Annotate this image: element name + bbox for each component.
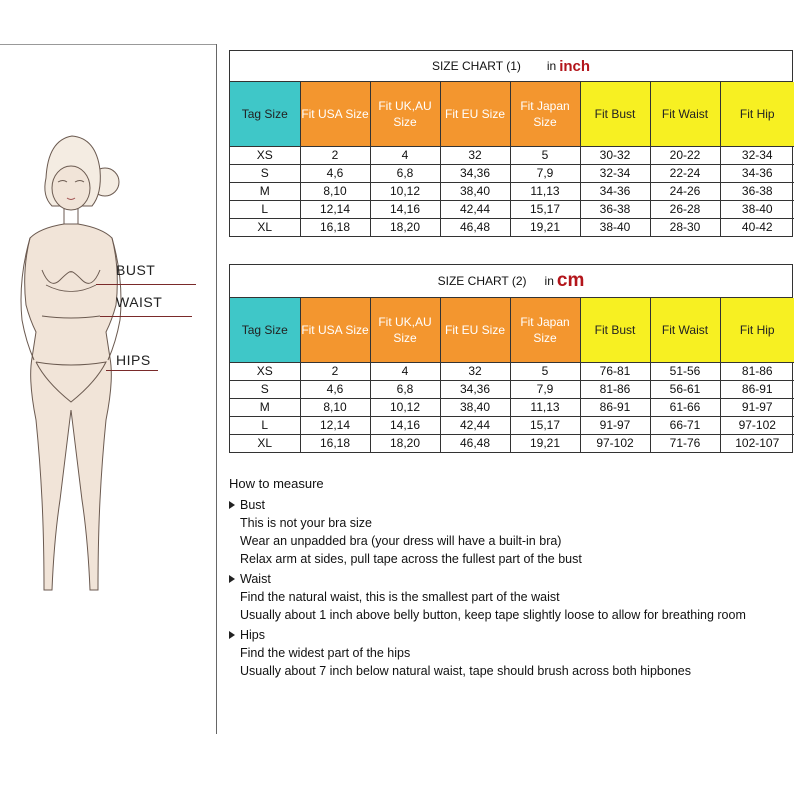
table-cell: 51-56 — [650, 362, 720, 380]
table-cell: 18,20 — [370, 218, 440, 236]
header-uk-au: Fit UK,AU Size — [370, 82, 440, 146]
hips-label: HIPS — [116, 352, 151, 368]
table-cell: 46,48 — [440, 218, 510, 236]
table-cell: 14,16 — [370, 200, 440, 218]
table-cell: 97-102 — [580, 434, 650, 452]
header-hip: Fit Hip — [720, 298, 794, 362]
header-bust: Fit Bust — [580, 298, 650, 362]
table-cell: 5 — [510, 146, 580, 164]
section-title: Bust — [240, 498, 266, 512]
table-cell: 11,13 — [510, 182, 580, 200]
table-cell: 4 — [370, 146, 440, 164]
triangle-bullet-icon — [229, 501, 235, 509]
table-cell: 34,36 — [440, 380, 510, 398]
table-cell: 18,20 — [370, 434, 440, 452]
table-cell: 10,12 — [370, 398, 440, 416]
table-cell: 61-66 — [650, 398, 720, 416]
header-row — [230, 82, 794, 146]
table-cell: 36-38 — [720, 182, 794, 200]
header-eu: Fit EU Size — [440, 298, 510, 362]
table-cell: 71-76 — [650, 434, 720, 452]
section-title: Waist — [240, 572, 271, 586]
table-row — [230, 398, 794, 416]
measure-line: This is not your bra size — [240, 516, 372, 530]
measure-line: Relax arm at sides, pull tape across the fullest part of the bust — [240, 552, 582, 566]
section-title-row — [229, 628, 800, 642]
table-row — [230, 146, 794, 164]
bust-line — [96, 284, 196, 285]
table-cell: 81-86 — [580, 380, 650, 398]
table-cell: 34,36 — [440, 164, 510, 182]
table-cell: S — [230, 380, 300, 398]
header-hip: Fit Hip — [720, 82, 794, 146]
table-row — [230, 362, 794, 380]
top-rule — [0, 44, 216, 45]
table-row — [230, 434, 794, 452]
triangle-bullet-icon — [229, 575, 235, 583]
table-cell: 20-22 — [650, 146, 720, 164]
size-table — [230, 82, 794, 236]
header-japan: Fit Japan Size — [510, 82, 580, 146]
table-row — [230, 380, 794, 398]
table-cell: 19,21 — [510, 434, 580, 452]
measure-section-bust — [229, 498, 800, 566]
unit-label: inch — [559, 57, 591, 75]
table-cell: 4 — [370, 362, 440, 380]
waist-line — [100, 316, 192, 317]
size-chart-inch — [229, 50, 793, 237]
table-cell: 12,14 — [300, 200, 370, 218]
table-cell: 56-61 — [650, 380, 720, 398]
table-cell: M — [230, 398, 300, 416]
table-row — [230, 182, 794, 200]
table-cell: 32-34 — [720, 146, 794, 164]
table-cell: 97-102 — [720, 416, 794, 434]
table-cell: 38-40 — [580, 218, 650, 236]
table-cell: 14,16 — [370, 416, 440, 434]
table-cell: 24-26 — [650, 182, 720, 200]
header-row — [230, 298, 794, 362]
table-cell: 2 — [300, 146, 370, 164]
table-cell: 86-91 — [720, 380, 794, 398]
table-cell: 28-30 — [650, 218, 720, 236]
table-cell: XS — [230, 146, 300, 164]
table-cell: 15,17 — [510, 200, 580, 218]
header-uk-au: Fit UK,AU Size — [370, 298, 440, 362]
table-cell: 11,13 — [510, 398, 580, 416]
bust-label: BUST — [116, 262, 156, 278]
table-cell: 91-97 — [580, 416, 650, 434]
header-bust: Fit Bust — [580, 82, 650, 146]
header-usa: Fit USA Size — [300, 298, 370, 362]
table-cell: XL — [230, 434, 300, 452]
header-eu: Fit EU Size — [440, 82, 510, 146]
table-cell: L — [230, 200, 300, 218]
header-waist: Fit Waist — [650, 82, 720, 146]
table-cell: 32 — [440, 362, 510, 380]
measure-section-hips — [229, 628, 800, 678]
waist-label: WAIST — [116, 294, 163, 310]
table-cell: 42,44 — [440, 200, 510, 218]
table-cell: S — [230, 164, 300, 182]
table-cell: 66-71 — [650, 416, 720, 434]
table-cell: 40-42 — [720, 218, 794, 236]
measure-heading: How to measure — [229, 476, 324, 491]
table-cell: XL — [230, 218, 300, 236]
hips-line — [106, 370, 158, 371]
table-cell: 81-86 — [720, 362, 794, 380]
table-row — [230, 218, 794, 236]
table-cell: 12,14 — [300, 416, 370, 434]
table-row — [230, 416, 794, 434]
size-chart-cm — [229, 264, 793, 453]
measure-section-waist — [229, 572, 800, 622]
table-cell: 10,12 — [370, 182, 440, 200]
header-waist: Fit Waist — [650, 298, 720, 362]
table-cell: 7,9 — [510, 164, 580, 182]
header-japan: Fit Japan Size — [510, 298, 580, 362]
table-cell: 8,10 — [300, 182, 370, 200]
header-tag-size: Tag Size — [230, 298, 300, 362]
table-cell: 32-34 — [580, 164, 650, 182]
measure-line: Wear an unpadded bra (your dress will have a built-in bra) — [240, 534, 562, 548]
table-cell: 19,21 — [510, 218, 580, 236]
section-title-row — [229, 498, 800, 512]
table-cell: 16,18 — [300, 218, 370, 236]
header-usa: Fit USA Size — [300, 82, 370, 146]
measure-line: Find the natural waist, this is the smallest part of the waist — [240, 590, 560, 604]
table-cell: XS — [230, 362, 300, 380]
table-cell: 8,10 — [300, 398, 370, 416]
table-cell: M — [230, 182, 300, 200]
measure-line: Usually about 7 inch below natural waist, tape should brush across both hipbones — [240, 664, 691, 678]
triangle-bullet-icon — [229, 631, 235, 639]
table-cell: 46,48 — [440, 434, 510, 452]
chart-title-text: SIZE CHART (1) — [431, 59, 521, 73]
chart-title — [230, 265, 792, 298]
table-cell: 76-81 — [580, 362, 650, 380]
table-cell: 38,40 — [440, 182, 510, 200]
section-title-row — [229, 572, 800, 586]
table-cell: 7,9 — [510, 380, 580, 398]
chart-title — [230, 51, 792, 82]
table-cell: 32 — [440, 146, 510, 164]
unit-prefix: in — [544, 274, 554, 288]
table-cell: 102-107 — [720, 434, 794, 452]
table-cell: 16,18 — [300, 434, 370, 452]
table-cell: 38,40 — [440, 398, 510, 416]
table-cell: 4,6 — [300, 164, 370, 182]
table-row — [230, 200, 794, 218]
table-cell: 6,8 — [370, 164, 440, 182]
table-cell: 2 — [300, 362, 370, 380]
table-cell: 34-36 — [580, 182, 650, 200]
table-row — [230, 164, 794, 182]
chart-title-text: SIZE CHART (2) — [437, 274, 527, 288]
table-cell: L — [230, 416, 300, 434]
header-tag-size: Tag Size — [230, 82, 300, 146]
table-cell: 22-24 — [650, 164, 720, 182]
unit-label: cm — [556, 270, 585, 291]
table-cell: 15,17 — [510, 416, 580, 434]
table-cell: 86-91 — [580, 398, 650, 416]
unit-prefix: in — [546, 59, 557, 73]
table-cell: 91-97 — [720, 398, 794, 416]
table-cell: 4,6 — [300, 380, 370, 398]
measure-line: Usually about 1 inch above belly button, keep tape slightly loose to allow for breathing room — [240, 608, 746, 622]
table-cell: 26-28 — [650, 200, 720, 218]
table-cell: 5 — [510, 362, 580, 380]
table-cell: 6,8 — [370, 380, 440, 398]
vertical-divider — [216, 44, 217, 734]
measure-line: Find the widest part of the hips — [240, 646, 411, 660]
table-cell: 42,44 — [440, 416, 510, 434]
table-cell: 34-36 — [720, 164, 794, 182]
table-cell: 36-38 — [580, 200, 650, 218]
table-cell: 38-40 — [720, 200, 794, 218]
table-cell: 30-32 — [580, 146, 650, 164]
how-to-measure — [229, 476, 800, 684]
size-table — [230, 298, 794, 452]
body-figure — [0, 120, 216, 620]
section-title: Hips — [240, 628, 266, 642]
